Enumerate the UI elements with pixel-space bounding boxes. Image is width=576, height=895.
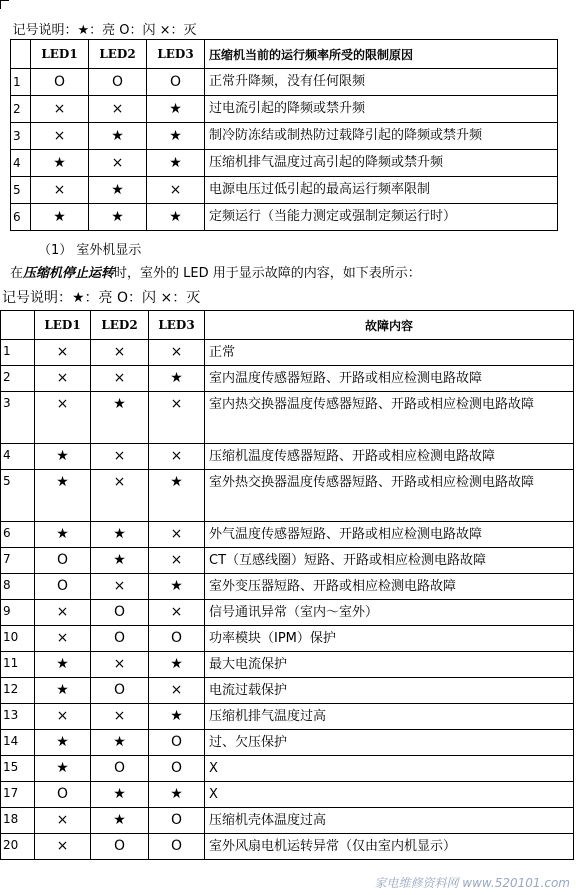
led-state: O xyxy=(91,834,149,860)
fault-description: CT（互感线圈）短路、开路或相应检测电路故障 xyxy=(205,548,574,574)
page-corner-mark xyxy=(0,0,9,9)
led-state: ★ xyxy=(31,204,89,231)
table-row xyxy=(1,522,574,548)
column-header: LED3 xyxy=(149,311,205,340)
led-state: × xyxy=(35,366,91,392)
led-state: × xyxy=(35,808,91,834)
led-state: × xyxy=(91,340,149,366)
legend-row xyxy=(11,17,558,40)
table-row xyxy=(11,150,558,177)
led-state: ★ xyxy=(89,123,147,150)
fault-description: 信号通讯异常（室内～室外） xyxy=(205,600,574,626)
table-row xyxy=(1,548,574,574)
fault-description: 功率模块（IPM）保护 xyxy=(205,626,574,652)
led-state: O xyxy=(35,574,91,600)
led-state: × xyxy=(91,704,149,730)
led-state: ★ xyxy=(89,204,147,231)
limit-reason: 电源电压过低引起的最高运行频率限制 xyxy=(205,177,558,204)
limit-reason: 定频运行（当能力测定或强制定频运行时） xyxy=(205,204,558,231)
fault-code-table xyxy=(0,310,574,860)
row-index: 2 xyxy=(1,366,35,392)
intro-paragraph: 在压缩机停止运转时，室外的 LED 用于显示故障的内容，如下表所示： xyxy=(10,266,421,281)
led-state: × xyxy=(35,340,91,366)
row-index: 14 xyxy=(1,730,35,756)
row-index: 17 xyxy=(1,782,35,808)
led-state: O xyxy=(91,626,149,652)
table-row xyxy=(1,756,574,782)
led-state: O xyxy=(91,756,149,782)
led-state: ★ xyxy=(91,522,149,548)
led-state: × xyxy=(31,123,89,150)
led-state: O xyxy=(149,834,205,860)
column-header: LED2 xyxy=(91,311,149,340)
led-state: O xyxy=(35,782,91,808)
led-state: × xyxy=(147,177,205,204)
fault-description: 室外热交换器温度传感器短路、开路或相应检测电路故障 xyxy=(205,470,574,522)
led-state: ★ xyxy=(149,470,205,522)
led-state: × xyxy=(35,392,91,444)
led-state: ★ xyxy=(91,782,149,808)
led-state: × xyxy=(89,96,147,123)
column-header: LED1 xyxy=(31,40,89,69)
table-row xyxy=(11,123,558,150)
table-row xyxy=(1,678,574,704)
table-row xyxy=(1,704,574,730)
fault-description: 外气温度传感器短路、开路或相应检测电路故障 xyxy=(205,522,574,548)
legend-note: 记号说明：★：亮 O：闪 ×：灭 xyxy=(2,290,201,306)
led-state: O xyxy=(147,69,205,96)
led-state: O xyxy=(91,600,149,626)
table-row xyxy=(1,600,574,626)
led-state: O xyxy=(149,626,205,652)
legend-note: 记号说明：★：亮 O：闪 ×：灭 xyxy=(11,17,558,40)
table-row xyxy=(1,470,574,522)
led-state: O xyxy=(149,808,205,834)
table-row xyxy=(1,392,574,444)
header-row xyxy=(11,40,558,69)
led-state: ★ xyxy=(31,150,89,177)
table-row xyxy=(1,782,574,808)
led-state: ★ xyxy=(149,704,205,730)
fault-description: 压缩机壳体温度过高 xyxy=(205,808,574,834)
limit-reason: 正常升降频，没有任何限频 xyxy=(205,69,558,96)
column-header xyxy=(11,40,31,69)
table-row xyxy=(1,834,574,860)
led-state: ★ xyxy=(147,204,205,231)
fault-description: 正常 xyxy=(205,340,574,366)
column-header: 压缩机当前的运行频率所受的限制原因 xyxy=(205,40,558,69)
fault-description: 室外变压器短路、开路或相应检测电路故障 xyxy=(205,574,574,600)
row-index: 18 xyxy=(1,808,35,834)
led-state: × xyxy=(35,834,91,860)
limit-reason: 制冷防冻结或制热防过载降引起的降频或禁升频 xyxy=(205,123,558,150)
led-state: ★ xyxy=(149,652,205,678)
fault-description: 过、欠压保护 xyxy=(205,730,574,756)
table-row xyxy=(1,808,574,834)
led-state: ★ xyxy=(147,123,205,150)
row-index: 6 xyxy=(11,204,31,231)
row-index: 3 xyxy=(1,392,35,444)
table-row xyxy=(1,626,574,652)
led-state: × xyxy=(91,470,149,522)
led-state: ★ xyxy=(149,782,205,808)
led-state: ★ xyxy=(89,177,147,204)
row-index: 12 xyxy=(1,678,35,704)
led-state: ★ xyxy=(35,730,91,756)
led-state: O xyxy=(149,756,205,782)
row-index: 9 xyxy=(1,600,35,626)
table-row xyxy=(11,204,558,231)
section-heading-outdoor: （1） 室外机显示 xyxy=(38,243,142,258)
table-row xyxy=(1,574,574,600)
led-state: ★ xyxy=(147,150,205,177)
fault-description: X xyxy=(205,782,574,808)
fault-description: 室内温度传感器短路、开路或相应检测电路故障 xyxy=(205,366,574,392)
led-state: ★ xyxy=(91,392,149,444)
led-state: ★ xyxy=(35,652,91,678)
header-row xyxy=(1,311,574,340)
led-state: ★ xyxy=(91,808,149,834)
led-state: × xyxy=(31,177,89,204)
fault-description: X xyxy=(205,756,574,782)
limit-reason-table xyxy=(10,17,558,231)
row-index: 3 xyxy=(11,123,31,150)
column-header: LED3 xyxy=(147,40,205,69)
led-state: O xyxy=(91,678,149,704)
emphasis-compressor-stopped: 压缩机停止运转 xyxy=(23,266,115,281)
led-state: × xyxy=(91,652,149,678)
led-state: ★ xyxy=(149,366,205,392)
table-row xyxy=(1,730,574,756)
table-row xyxy=(1,340,574,366)
led-state: × xyxy=(35,600,91,626)
row-index: 13 xyxy=(1,704,35,730)
led-state: × xyxy=(149,392,205,444)
column-header: 故障内容 xyxy=(205,311,574,340)
led-state: × xyxy=(149,522,205,548)
led-state: ★ xyxy=(35,756,91,782)
led-state: × xyxy=(149,600,205,626)
row-index: 8 xyxy=(1,574,35,600)
limit-reason: 压缩机排气温度过高引起的降频或禁升频 xyxy=(205,150,558,177)
fault-description: 室外风扇电机运转异常（仅由室内机显示） xyxy=(205,834,574,860)
led-state: ★ xyxy=(35,470,91,522)
fault-description: 室内热交换器温度传感器短路、开路或相应检测电路故障 xyxy=(205,392,574,444)
row-index: 7 xyxy=(1,548,35,574)
column-header xyxy=(1,311,35,340)
led-state: × xyxy=(91,366,149,392)
fault-description: 电流过载保护 xyxy=(205,678,574,704)
led-state: O xyxy=(35,548,91,574)
table-row xyxy=(1,366,574,392)
table-row xyxy=(11,177,558,204)
table-row xyxy=(1,652,574,678)
row-index: 5 xyxy=(11,177,31,204)
led-state: O xyxy=(31,69,89,96)
row-index: 15 xyxy=(1,756,35,782)
led-state: × xyxy=(91,444,149,470)
led-state: ★ xyxy=(35,678,91,704)
row-index: 11 xyxy=(1,652,35,678)
led-state: × xyxy=(91,574,149,600)
led-state: ★ xyxy=(149,574,205,600)
led-state: × xyxy=(35,626,91,652)
column-header: LED1 xyxy=(35,311,91,340)
column-header: LED2 xyxy=(89,40,147,69)
led-state: ★ xyxy=(35,522,91,548)
led-state: ★ xyxy=(35,444,91,470)
led-state: × xyxy=(149,340,205,366)
row-index: 2 xyxy=(11,96,31,123)
row-index: 20 xyxy=(1,834,35,860)
limit-reason: 过电流引起的降频或禁升频 xyxy=(205,96,558,123)
fault-description: 最大电流保护 xyxy=(205,652,574,678)
led-state: × xyxy=(149,678,205,704)
led-state: ★ xyxy=(147,96,205,123)
row-index: 1 xyxy=(1,340,35,366)
watermark: 家电维修资料网 www.520101.com xyxy=(374,876,570,890)
table-row xyxy=(11,69,558,96)
led-state: × xyxy=(149,444,205,470)
led-state: ★ xyxy=(91,548,149,574)
led-state: × xyxy=(149,548,205,574)
row-index: 10 xyxy=(1,626,35,652)
table-row xyxy=(11,96,558,123)
row-index: 6 xyxy=(1,522,35,548)
led-state: O xyxy=(89,69,147,96)
led-state: × xyxy=(35,704,91,730)
row-index: 5 xyxy=(1,470,35,522)
led-state: ★ xyxy=(91,730,149,756)
led-state: × xyxy=(31,96,89,123)
fault-description: 压缩机排气温度过高 xyxy=(205,704,574,730)
led-state: O xyxy=(149,730,205,756)
led-state: × xyxy=(89,150,147,177)
fault-description: 压缩机温度传感器短路、开路或相应检测电路故障 xyxy=(205,444,574,470)
row-index: 1 xyxy=(11,69,31,96)
table-row xyxy=(1,444,574,470)
row-index: 4 xyxy=(11,150,31,177)
row-index: 4 xyxy=(1,444,35,470)
